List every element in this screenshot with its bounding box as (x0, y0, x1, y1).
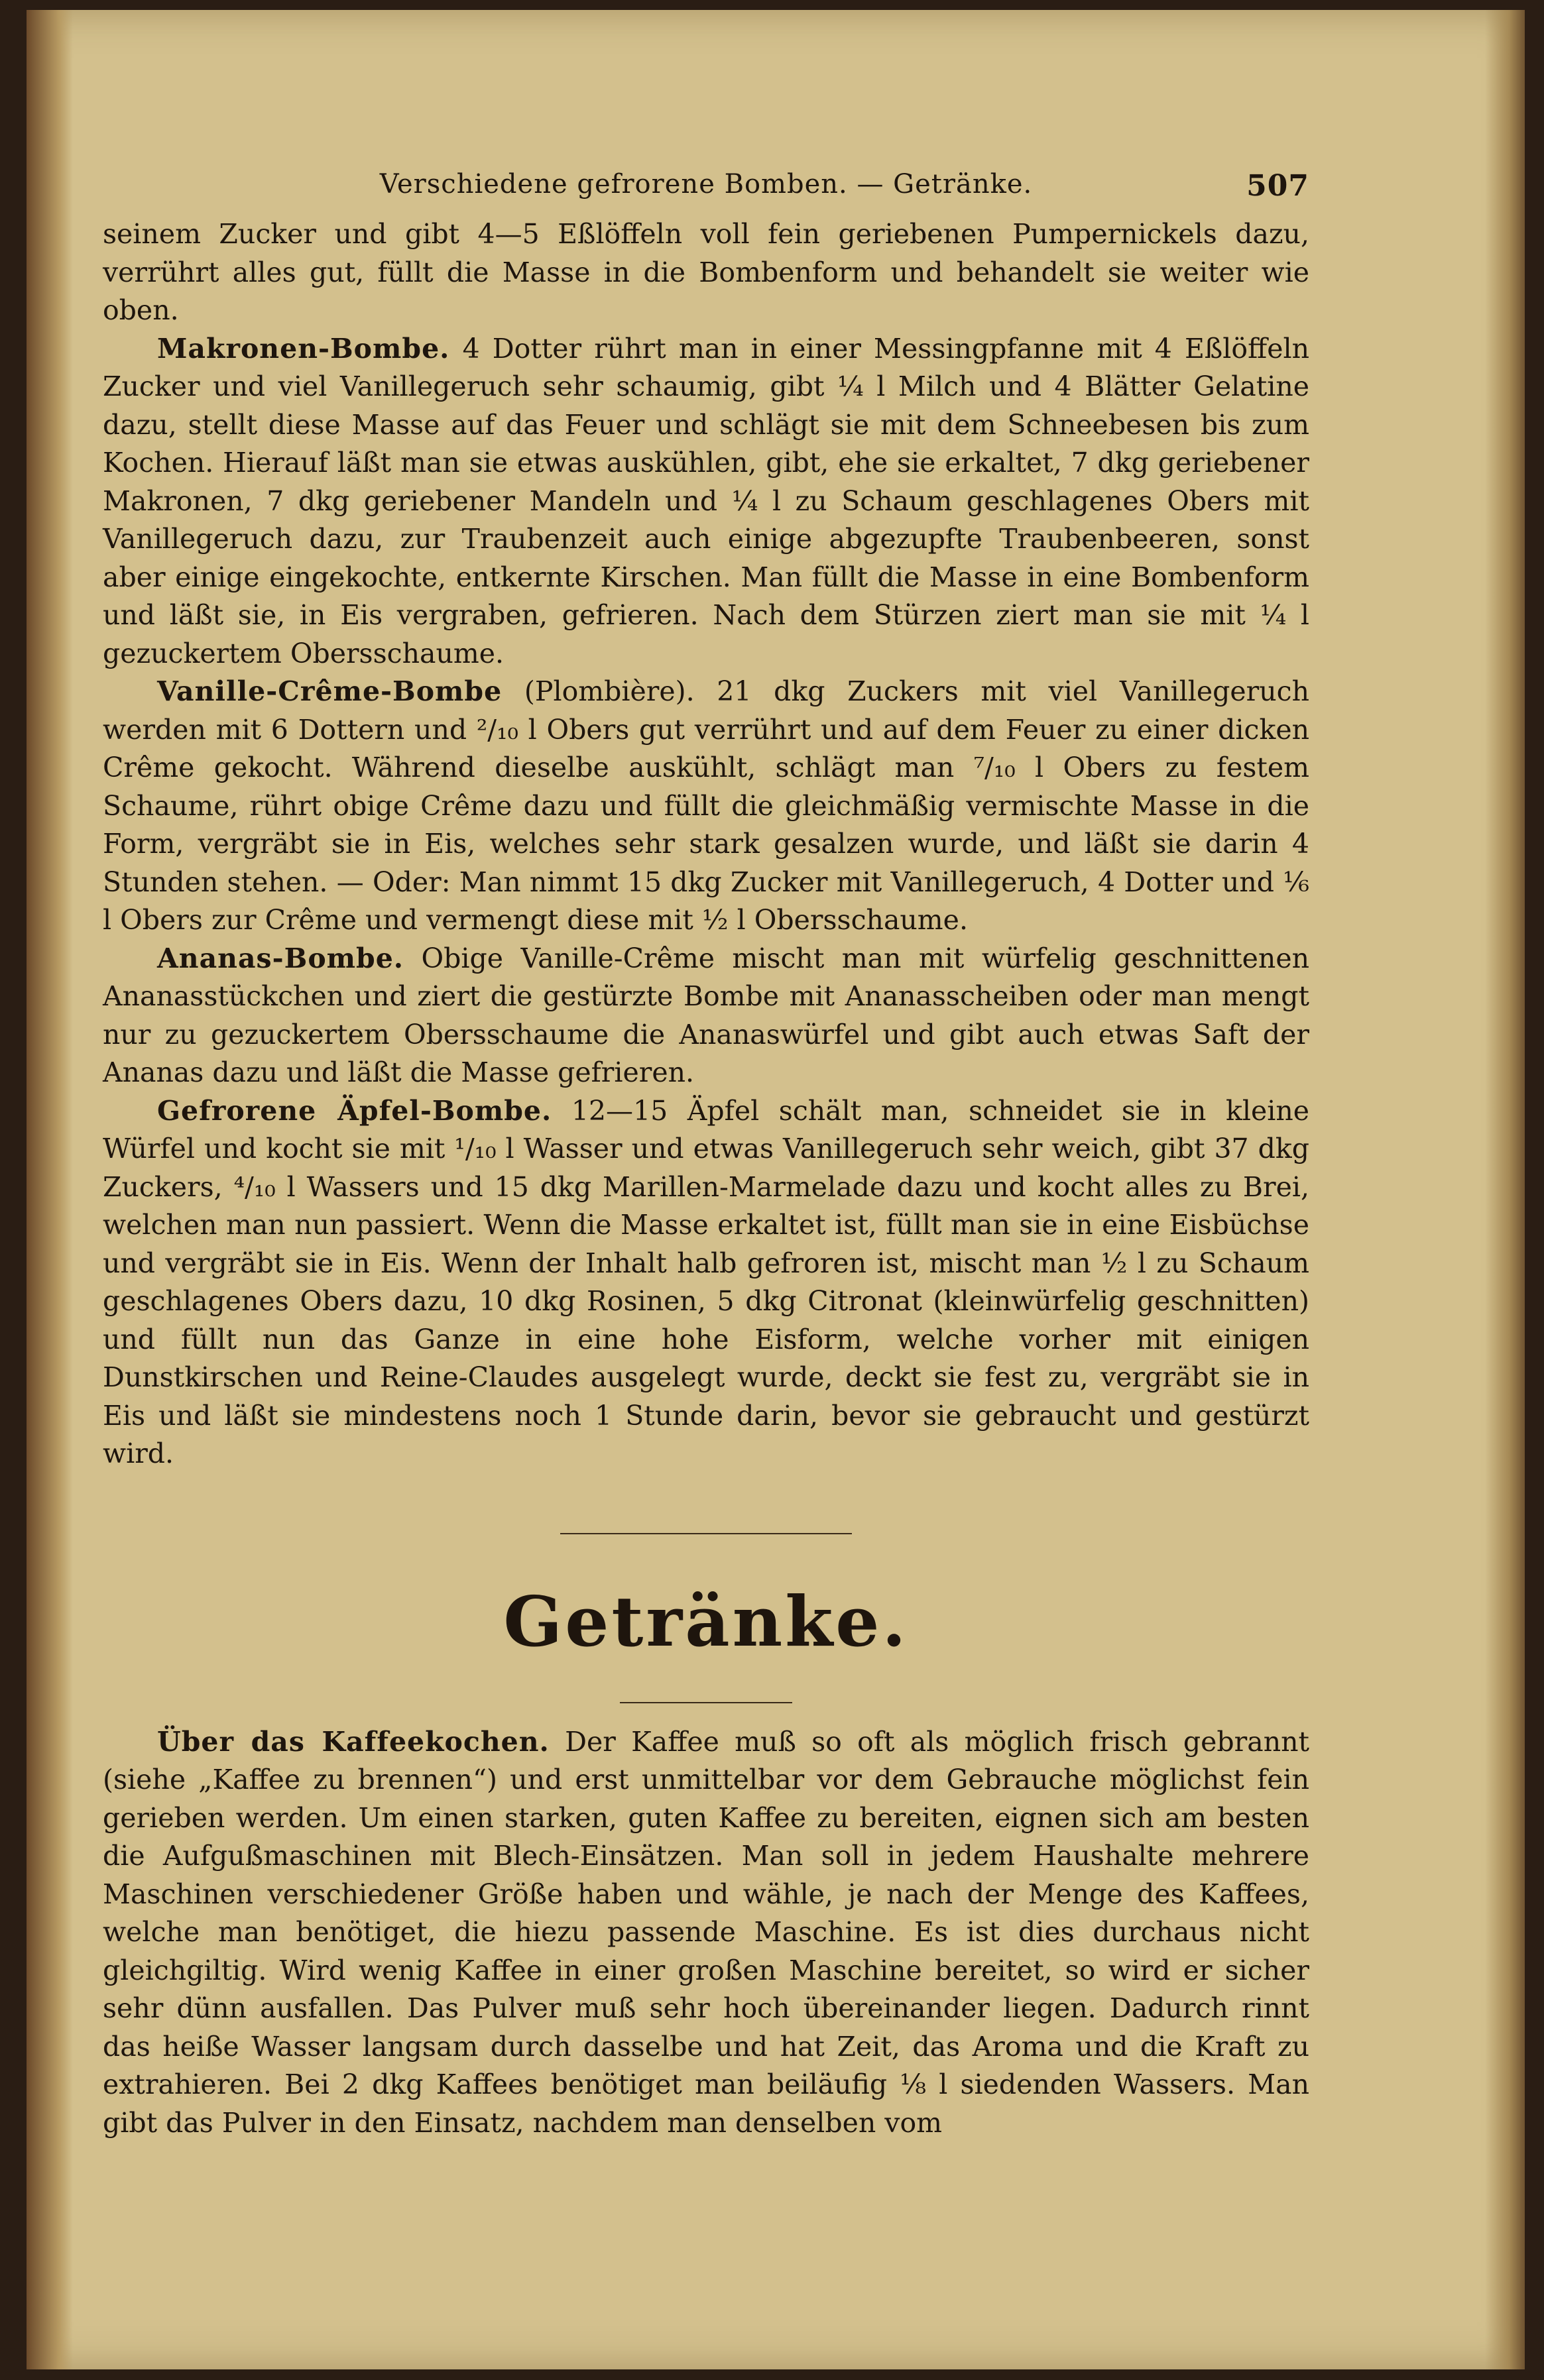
article-heading: Über das Kaffeekochen. (157, 1725, 550, 1758)
book-page (27, 10, 1525, 2369)
page-number: 507 (1246, 169, 1309, 203)
recipe-heading: Ananas-Bombe. (157, 942, 404, 974)
recipe-heading: Gefrorene Äpfel-Bombe. (157, 1094, 552, 1127)
book-spine (27, 10, 73, 2369)
recipe-apfel-bombe (103, 1092, 1309, 1473)
section-title: Getränke. (503, 1580, 909, 1662)
recipe-text: Obige Vanille-Crême mischt man mit würfelig geschnittenen Ananasstückchen und ziert die gestürzte Bombe mit Ananasscheiben oder man mengt nur zu gezuckertem Obersschaume die Ananaswürfel und gibt auch etwas Saft der Ananas dazu und läßt die Masse gefrieren. (103, 942, 1309, 1088)
paragraph-continuation (103, 215, 1309, 330)
section-divider-top (560, 1533, 852, 1534)
article-text: Der Kaffee muß so oft als möglich frisch gebrannt (siehe „Kaffee zu brennen“) und erst unmittelbar vor dem Gebrauche möglichst fein gerieben werden. Um einen starken, guten Kaffee zu bereiten, eignen sich am besten die Aufgußmaschinen mit Blech-Einsätzen. Man soll in jedem Haushalte mehrere Maschinen verschiedener Größe haben und wähle, je nach der Menge des Kaffees, welche man benötiget, die hiezu passende Maschine. Es ist dies durchaus nicht gleichgiltig. Wird wenig Kaffee in einer großen Maschine bereitet, so wird er sicher sehr dünn ausfallen. Das Pulver muß sehr hoch übereinander liegen. Dadurch rinnt das heiße Wasser langsam durch dasselbe und hat Zeit, das Aroma und die Kraft zu extrahieren. Bei 2 dkg Kaffees benötiget man beiläufig ⅛ l siedenden Wassers. Man gibt das Pulver in den Einsatz, nachdem man denselben vom (103, 1725, 1309, 2139)
recipe-makronen-bombe (103, 330, 1309, 673)
recipe-text: 4 Dotter rührt man in einer Messingpfanne mit 4 Eßlöffeln Zucker und viel Vanillegeruch sehr schaumig, gibt ¼ l Milch und 4 Blätter Gelatine dazu, stellt diese Masse auf das Feuer und schlägt sie mit dem Schneebesen bis zum Kochen. Hierauf läßt man sie etwas auskühlen, gibt, ehe sie erkaltet, 7 dkg geriebener Makronen, 7 dkg geriebener Mandeln und ¼ l zu Schaum geschlagenes Obers mit Vanillegeruch dazu, zur Traubenzeit auch einige abgezupfte Traubenbeeren, sonst aber einige eingekochte, entkernte Kirschen. Man füllt die Masse in eine Bombenform und läßt sie, in Eis vergraben, gefrieren. Nach dem Stürzen ziert man sie mit ¼ l gezuckertem Obersschaume. (103, 332, 1309, 669)
paragraph-text: seinem Zucker und gibt 4—5 Eßlöffeln voll fein geriebenen Pumpernickels dazu, verrührt alles gut, füllt die Masse in die Bombenform und behandelt sie weiter wie oben. (103, 218, 1309, 326)
recipe-heading: Vanille-Crême-Bombe (157, 675, 503, 707)
recipe-ananas-bombe (103, 940, 1309, 1092)
recipe-text: 12—15 Äpfel schält man, schneidet sie in kleine Würfel und kocht sie mit ¹/₁₀ l Wasser und etwas Vanillegeruch sehr weich, gibt 37 dkg Zuckers, ⁴/₁₀ l Wassers und 15 dkg Marillen-Marmelade dazu und kocht alles zu Brei, welchen man nun passiert. Wenn die Masse erkaltet ist, füllt man sie in eine Eisbüchse und vergräbt sie in Eis. Wenn der Inhalt halb gefroren ist, mischt man ½ l zu Schaum geschlagenes Obers dazu, 10 dkg Rosinen, 5 dkg Citronat (kleinwürfelig geschnitten) und füllt nun das Ganze in eine hohe Eisform, welche vorher mit einigen Dunstkirschen und Reine-Claudes ausgelegt wurde, deckt sie fest zu, vergräbt sie in Eis und läßt sie mindestens noch 1 Stunde darin, bevor sie gebraucht und gestürzt wird. (103, 1094, 1309, 1469)
running-header (103, 162, 1309, 215)
recipe-vanille-creme-bombe (103, 673, 1309, 940)
recipe-heading: Makronen-Bombe. (157, 332, 450, 365)
recipe-text: (Plombière). 21 dkg Zuckers mit viel Vanillegeruch werden mit 6 Dottern und ²/₁₀ l Obers gut verrührt und auf dem Feuer zu einer dicken Crême gekocht. Während dieselbe auskühlt, schlägt man ⁷/₁₀ l Obers zu festem Schaume, rührt obige Crême dazu und füllt die gleichmäßig vermischte Masse in die Form, vergräbt sie in Eis, welches sehr stark gesalzen wurde, und läßt sie darin 4 Stunden stehen. — Oder: Man nimmt 15 dkg Zucker mit Vanillegeruch, 4 Dotter und ⅙ l Obers zur Crême und vermengt diese mit ½ l Obersschaume. (103, 675, 1309, 936)
page-edge (1485, 10, 1525, 2369)
page-content (103, 162, 1309, 2142)
section-divider-bottom (620, 1702, 792, 1703)
running-title: Verschiedene gefrorene Bomben. — Getränke. (379, 169, 1033, 199)
article-kaffeekochen (103, 1723, 1309, 2143)
